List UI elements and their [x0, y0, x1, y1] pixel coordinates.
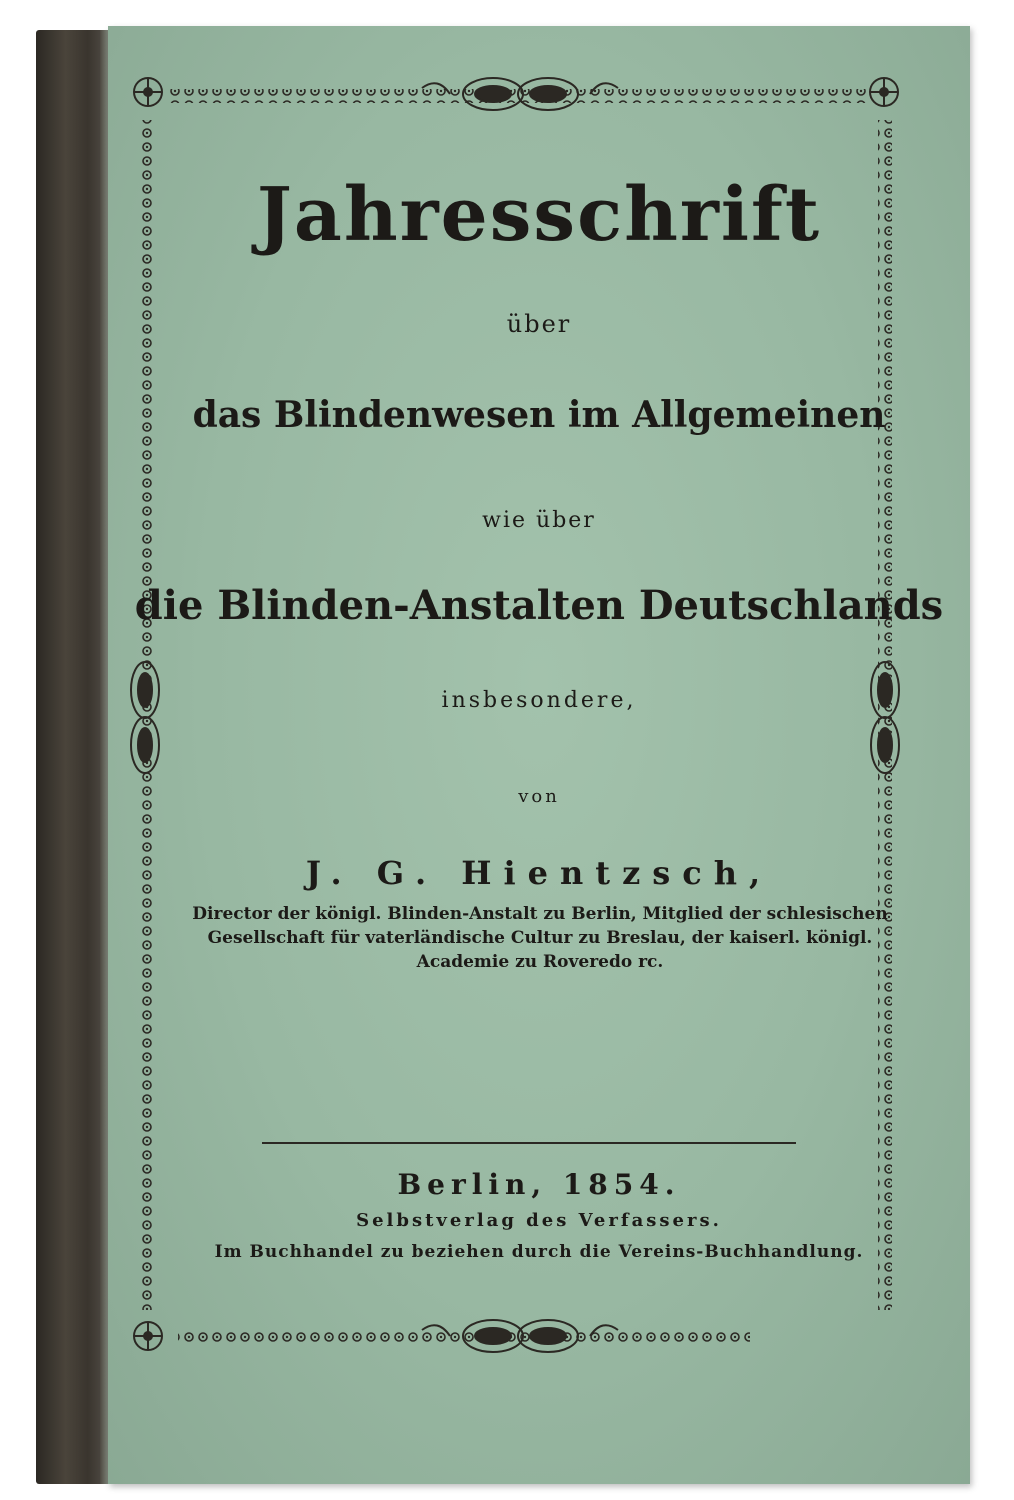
subtitle-blinden-anstalten: die Blinden-Anstalten Deutschlands — [134, 582, 944, 629]
divider-rule — [262, 1142, 796, 1144]
border-right — [878, 120, 892, 1310]
left-middle-ornament — [131, 662, 159, 773]
corner-ornament-top-right — [870, 78, 898, 106]
subtitle-wie-ueber: wie über — [482, 508, 596, 533]
right-middle-ornament — [871, 662, 899, 773]
corner-ornament-bottom-left — [134, 1322, 162, 1350]
publisher-line: Selbstverlag des Verfassers. — [356, 1210, 722, 1231]
border-left — [138, 120, 152, 1310]
subtitle-ueber: über — [506, 310, 572, 338]
distribution-line: Im Buchhandel zu beziehen durch die Vereins-Buchhandlung. — [214, 1242, 864, 1262]
author-affiliation: Director der königl. Blinden-Anstalt zu Berlin, Mitglied der schlesischen Gesellschaft für vaterländische Cultur zu Breslau, der kaiserl. königl. Academie zu Roveredo rc. — [192, 904, 888, 972]
byline-von: von — [518, 786, 560, 807]
place-and-year: Berlin, 1854. — [397, 1168, 681, 1201]
corner-ornament-top-left — [134, 78, 162, 106]
subtitle-blindenwesen: das Blindenwesen im Allgemeinen — [192, 394, 886, 436]
author-name: J. G. Hientzsch, — [305, 854, 773, 892]
subtitle-insbesondere: insbesondere, — [441, 688, 637, 713]
title: Jahresschrift — [256, 172, 822, 258]
